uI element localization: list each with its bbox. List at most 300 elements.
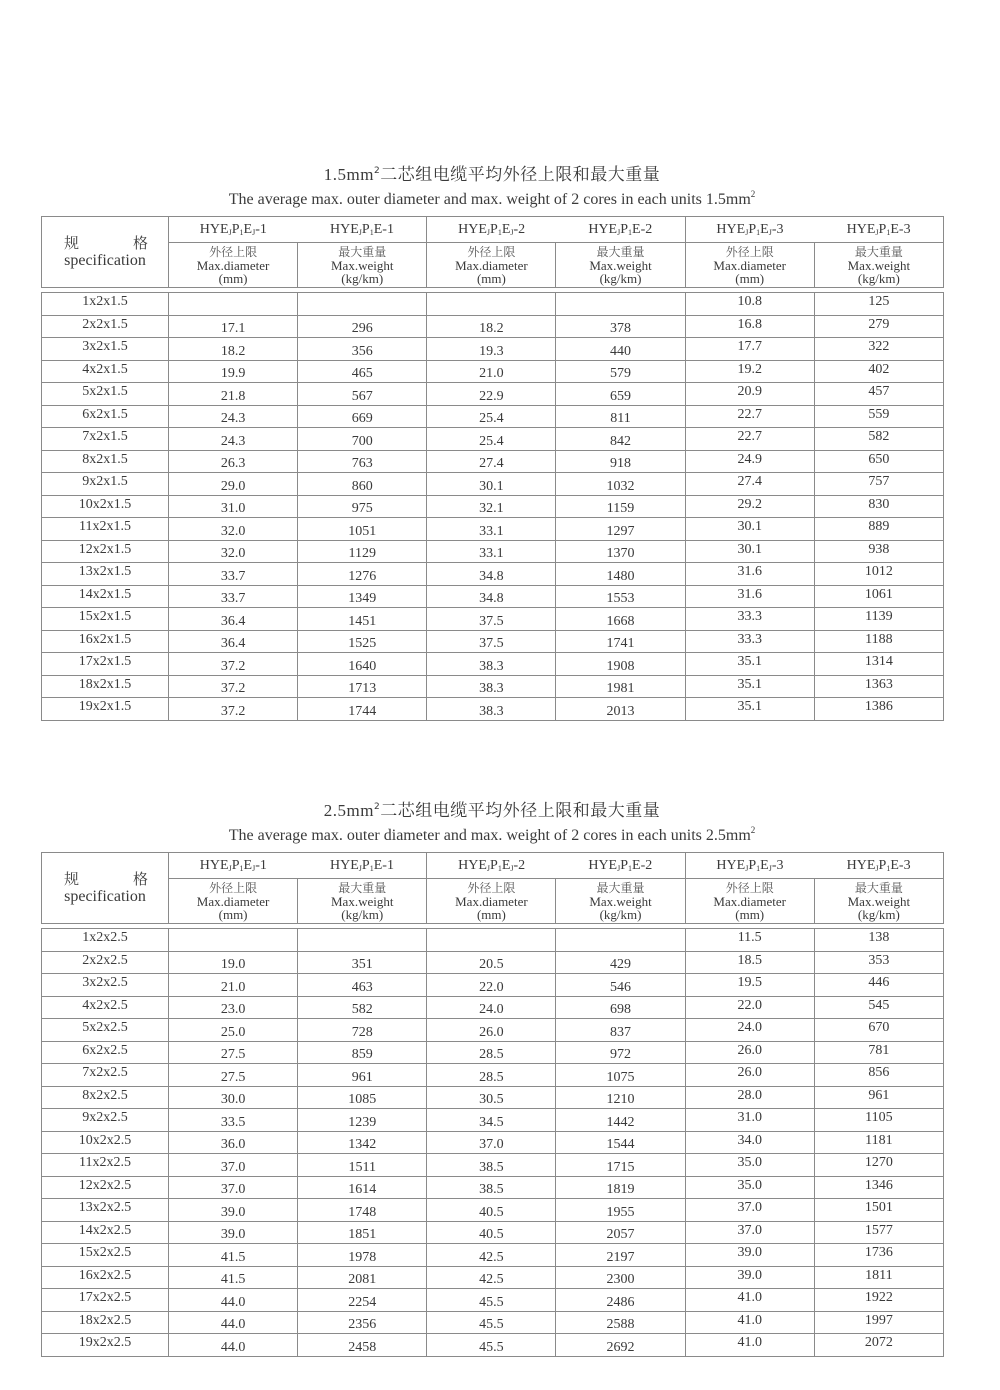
diameter-cell: 36.4 [169,608,298,631]
diameter-cell: 38.3 [427,675,556,698]
spec-cell: 11x2x2.5 [42,1154,169,1177]
diameter-cell: 37.5 [427,630,556,653]
weight-cell: 2197 [556,1244,685,1267]
model-suffix: -2 [513,221,526,237]
weight-cell: 1075 [556,1064,685,1087]
weight-cell: 889 [814,518,943,541]
weight-cell: 2458 [298,1334,427,1357]
table-body [41,292,944,721]
model-suffix: -3 [898,857,911,873]
model-sub: J [252,863,256,873]
spec-cell: 1x2x2.5 [42,929,169,952]
diameter-label-cn: 外径上限 [467,881,516,895]
diameter-label-en: Max.diameter [713,258,786,273]
table-row [42,405,944,428]
model-sub: 1 [497,227,502,237]
diameter-cell: 35.1 [685,653,814,676]
model-sub: 1 [239,227,244,237]
model-part: P [878,857,887,873]
diameter-column-header [685,879,814,924]
weight-cell: 1741 [556,630,685,653]
model-sub: J [745,227,749,237]
weight-cell: 582 [814,428,943,451]
diameter-cell: 44.0 [169,1311,298,1334]
weight-cell: 1451 [298,608,427,631]
title-superscript: 2 [750,189,756,199]
spec-cell: 16x2x1.5 [42,630,169,653]
table-row [42,473,944,496]
weight-unit: (kg/km) [341,271,384,286]
diameter-cell: 24.9 [685,450,814,473]
diameter-cell: 34.5 [427,1109,556,1132]
weight-cell: 1480 [556,563,685,586]
diameter-cell: 29.2 [685,495,814,518]
model-sub: 1 [886,863,891,873]
weight-cell: 125 [814,293,943,316]
weight-unit: (kg/km) [857,907,900,922]
diameter-cell: 21.0 [169,974,298,997]
diameter-cell: 10.8 [685,293,814,316]
weight-cell: 650 [814,450,943,473]
table-row [42,1041,944,1064]
diameter-cell: 11.5 [685,929,814,952]
model-part: P [748,857,757,873]
weight-cell: 1501 [814,1199,943,1222]
model-suffix: -1 [382,221,394,237]
diameter-cell: 42.5 [427,1266,556,1289]
diameter-unit: (mm) [218,907,248,922]
diameter-cell: 34.8 [427,563,556,586]
model-sub: J [228,863,232,873]
diameter-cell: 42.5 [427,1244,556,1267]
model-sub: J [228,227,232,237]
model-part: E [243,221,253,237]
model-part: E [760,857,769,873]
diameter-cell: 33.3 [685,630,814,653]
diameter-cell: 38.5 [427,1154,556,1177]
table-section-1-5mm [41,164,943,721]
title-superscript: 2 [373,802,381,812]
weight-cell: 1239 [298,1109,427,1132]
table-row [42,518,944,541]
model-base: HYE [716,221,746,237]
model-sub: J [768,227,772,237]
weight-cell: 1748 [298,1199,427,1222]
specification-header [42,853,169,924]
weight-cell: 1012 [814,563,943,586]
diameter-cell: 22.0 [685,996,814,1019]
diameter-cell: 37.2 [169,698,298,721]
model-part: E [632,221,641,237]
diameter-label-en: Max.diameter [455,894,528,909]
diameter-cell: 37.0 [169,1154,298,1177]
weight-cell: 811 [556,405,685,428]
weight-cell: 1139 [814,608,943,631]
diameter-cell: 37.5 [427,608,556,631]
weight-cell: 1922 [814,1289,943,1312]
diameter-cell: 37.2 [169,675,298,698]
diameter-cell: 33.1 [427,518,556,541]
diameter-cell: 38.3 [427,653,556,676]
table-row [42,315,944,338]
weight-cell: 1713 [298,675,427,698]
diameter-cell [427,929,556,952]
weight-cell: 567 [298,383,427,406]
table-row [42,1244,944,1267]
table-row [42,1334,944,1357]
diameter-cell: 31.6 [685,563,814,586]
weight-label-cn: 最大重量 [596,881,645,895]
weight-label-en: Max.weight [847,258,911,273]
diameter-cell: 31.0 [685,1109,814,1132]
spec-cell: 17x2x1.5 [42,653,169,676]
weight-cell: 1668 [556,608,685,631]
weight-cell: 446 [814,974,943,997]
model-base: HYE [330,221,359,237]
table-row [42,653,944,676]
diameter-cell: 45.5 [427,1311,556,1334]
weight-cell: 1955 [556,1199,685,1222]
weight-column-header [298,879,427,924]
diameter-cell: 19.9 [169,360,298,383]
diameter-cell: 36.4 [169,630,298,653]
diameter-cell: 27.5 [169,1064,298,1087]
spec-char: 格 [132,234,148,252]
weight-cell: 1981 [556,675,685,698]
diameter-column-header [169,243,298,288]
weight-cell: 1851 [298,1221,427,1244]
model-group-header [169,217,427,243]
spec-cell: 18x2x2.5 [42,1311,169,1334]
diameter-cell: 35.1 [685,675,814,698]
spec-cell: 6x2x1.5 [42,405,169,428]
spec-english: specification [64,888,146,905]
weight-unit: (kg/km) [599,271,642,286]
table-header [41,216,944,288]
model-label [847,858,911,873]
title-superscript: 2 [750,825,756,835]
diameter-unit: (mm) [476,271,506,286]
spec-cell: 1x2x1.5 [42,293,169,316]
title-superscript: 2 [373,166,381,176]
diameter-cell: 35.1 [685,698,814,721]
weight-cell: 546 [556,974,685,997]
diameter-cell: 23.0 [169,996,298,1019]
weight-cell: 2356 [298,1311,427,1334]
model-part: P [361,221,370,237]
table-row [42,1176,944,1199]
diameter-cell: 37.0 [427,1131,556,1154]
model-suffix: -3 [898,221,911,237]
diameter-cell: 39.0 [685,1266,814,1289]
weight-cell: 1276 [298,563,427,586]
weight-label-en: Max.weight [331,258,394,273]
spec-cell: 15x2x1.5 [42,608,169,631]
diameter-column-header [427,879,556,924]
weight-cell: 463 [298,974,427,997]
spec-cell: 5x2x2.5 [42,1019,169,1042]
weight-cell: 1129 [298,540,427,563]
model-sub: J [510,227,514,237]
diameter-cell: 41.0 [685,1311,814,1334]
weight-cell: 440 [556,338,685,361]
spec-cell: 3x2x1.5 [42,338,169,361]
spec-cell: 7x2x1.5 [42,428,169,451]
weight-cell: 757 [814,473,943,496]
weight-column-header [814,243,943,288]
weight-unit: (kg/km) [341,907,384,922]
model-base: HYE [199,857,229,873]
diameter-cell: 18.2 [169,338,298,361]
diameter-cell: 37.2 [169,653,298,676]
weight-cell: 559 [814,405,943,428]
spec-cell: 2x2x2.5 [42,951,169,974]
weight-cell: 429 [556,951,685,974]
diameter-cell: 30.1 [685,540,814,563]
weight-cell: 1363 [814,675,943,698]
title-english [41,190,943,210]
model-base: HYE [330,857,359,873]
diameter-label-en: Max.diameter [196,894,270,909]
diameter-column-header [685,243,814,288]
diameter-cell: 20.5 [427,951,556,974]
model-group-header [169,853,427,879]
model-sub: J [486,227,491,237]
weight-label-en: Max.weight [589,894,652,909]
weight-cell: 1181 [814,1131,943,1154]
diameter-cell: 19.0 [169,951,298,974]
diameter-cell: 27.4 [427,450,556,473]
diameter-cell: 41.5 [169,1266,298,1289]
spec-cell: 9x2x1.5 [42,473,169,496]
diameter-cell: 30.1 [685,518,814,541]
weight-column-header [556,243,685,288]
weight-cell: 1188 [814,630,943,653]
diameter-cell: 25.4 [427,405,556,428]
table-row [42,1199,944,1222]
weight-cell: 351 [298,951,427,974]
weight-cell: 1032 [556,473,685,496]
model-sub: 1 [369,863,374,873]
weight-cell: 918 [556,450,685,473]
model-sub: J [358,863,362,873]
model-base: HYE [588,857,618,873]
diameter-cell: 40.5 [427,1199,556,1222]
model-suffix: -3 [771,221,784,237]
weight-cell: 402 [814,360,943,383]
model-label [330,858,394,873]
table-row [42,495,944,518]
diameter-cell: 40.5 [427,1221,556,1244]
diameter-cell: 22.7 [685,428,814,451]
model-part: E [373,221,383,237]
weight-cell: 781 [814,1041,943,1064]
model-sub: 1 [628,863,633,873]
weight-cell [298,293,427,316]
weight-label-en: Max.weight [589,258,652,273]
spec-english: specification [64,252,146,269]
model-label [588,222,652,237]
model-base: HYE [716,857,746,873]
diameter-cell: 33.3 [685,608,814,631]
title-english-text: The average max. outer diameter and max. weight of 2 cores in each units 2.5mm [228,827,751,844]
diameter-unit: (mm) [476,907,506,922]
weight-cell: 938 [814,540,943,563]
diameter-cell: 37.0 [169,1176,298,1199]
weight-label-cn: 最大重量 [854,881,903,895]
weight-cell: 1811 [814,1266,943,1289]
table-row [42,951,944,974]
diameter-cell: 16.8 [685,315,814,338]
weight-cell: 1553 [556,585,685,608]
table-row [42,974,944,997]
diameter-cell: 33.7 [169,585,298,608]
model-sub: 1 [239,863,244,873]
diameter-cell: 21.8 [169,383,298,406]
model-part: E [373,857,383,873]
diameter-cell: 30.1 [427,473,556,496]
diameter-cell: 45.5 [427,1289,556,1312]
weight-cell: 279 [814,315,943,338]
model-base: HYE [199,221,229,237]
weight-cell: 1525 [298,630,427,653]
model-base: HYE [458,221,487,237]
weight-cell: 2081 [298,1266,427,1289]
weight-cell: 1210 [556,1086,685,1109]
diameter-cell: 37.0 [685,1221,814,1244]
weight-cell: 2057 [556,1221,685,1244]
diameter-label-en: Max.diameter [196,258,270,273]
model-sub: J [745,863,749,873]
diameter-cell: 26.0 [685,1064,814,1087]
weight-cell: 961 [814,1086,943,1109]
diameter-cell: 41.0 [685,1289,814,1312]
title-english-text: The average max. outer diameter and max. weight of 2 cores in each units 1.5mm [228,191,751,208]
diameter-cell: 33.7 [169,563,298,586]
weight-cell: 1819 [556,1176,685,1199]
model-part: E [243,857,253,873]
spec-cell: 13x2x2.5 [42,1199,169,1222]
model-label [588,858,652,873]
diameter-cell: 22.0 [427,974,556,997]
weight-cell: 1061 [814,585,943,608]
spec-cell: 19x2x2.5 [42,1334,169,1357]
weight-cell: 837 [556,1019,685,1042]
weight-cell: 1715 [556,1154,685,1177]
model-sub: 1 [497,863,502,873]
spec-cell: 7x2x2.5 [42,1064,169,1087]
diameter-cell [169,929,298,952]
spec-cell: 8x2x2.5 [42,1086,169,1109]
header-row-units [42,879,944,924]
table-row [42,585,944,608]
spec-cell: 12x2x1.5 [42,540,169,563]
diameter-unit: (mm) [735,271,765,286]
diameter-cell: 24.3 [169,428,298,451]
diameter-cell: 28.5 [427,1041,556,1064]
spec-cell: 19x2x1.5 [42,698,169,721]
weight-cell: 465 [298,360,427,383]
model-suffix: -2 [640,221,653,237]
weight-column-header [814,879,943,924]
model-sub: J [768,863,772,873]
model-base: HYE [846,857,876,873]
weight-cell: 1386 [814,698,943,721]
diameter-cell: 32.0 [169,518,298,541]
model-group-header [685,217,943,243]
table-row [42,698,944,721]
diameter-cell: 24.3 [169,405,298,428]
table-row [42,608,944,631]
model-sub: 1 [628,227,633,237]
diameter-cell: 35.0 [685,1154,814,1177]
diameter-cell: 45.5 [427,1334,556,1357]
weight-column-header [556,879,685,924]
weight-cell: 859 [298,1041,427,1064]
weight-cell: 322 [814,338,943,361]
table-row [42,360,944,383]
table-row [42,1221,944,1244]
model-part: P [231,857,240,873]
weight-cell: 1349 [298,585,427,608]
model-part: E [760,221,769,237]
weight-cell: 1270 [814,1154,943,1177]
weight-label-cn: 最大重量 [338,245,387,259]
title-text: 二芯组电缆平均外径上限和最大重量 [380,801,661,821]
model-base: HYE [588,221,618,237]
diameter-cell [427,293,556,316]
spec-chinese [42,870,168,888]
diameter-cell: 33.1 [427,540,556,563]
model-part: E [890,221,899,237]
model-base: HYE [458,857,487,873]
weight-cell: 582 [298,996,427,1019]
diameter-label-cn: 外径上限 [725,245,774,259]
model-part: E [890,857,899,873]
spec-cell: 3x2x2.5 [42,974,169,997]
diameter-cell: 26.0 [685,1041,814,1064]
diameter-column-header [427,243,556,288]
diameter-cell: 19.5 [685,974,814,997]
weight-cell: 1085 [298,1086,427,1109]
title-english [41,826,943,846]
weight-column-header [298,243,427,288]
weight-label-en: Max.weight [847,894,911,909]
diameter-cell: 35.0 [685,1176,814,1199]
diameter-cell: 39.0 [169,1221,298,1244]
weight-cell: 1370 [556,540,685,563]
diameter-cell: 25.0 [169,1019,298,1042]
table-row [42,1109,944,1132]
diameter-cell: 44.0 [169,1334,298,1357]
table-row [42,1086,944,1109]
diameter-cell: 38.3 [427,698,556,721]
weight-cell: 1577 [814,1221,943,1244]
diameter-cell: 26.0 [427,1019,556,1042]
diameter-column-header [169,879,298,924]
diameter-cell: 26.3 [169,450,298,473]
weight-cell: 728 [298,1019,427,1042]
diameter-cell: 25.4 [427,428,556,451]
model-part: P [361,857,370,873]
diameter-label-cn: 外径上限 [209,245,258,259]
weight-cell: 1544 [556,1131,685,1154]
weight-unit: (kg/km) [599,907,642,922]
weight-cell: 1614 [298,1176,427,1199]
weight-cell: 138 [814,929,943,952]
diameter-cell: 31.0 [169,495,298,518]
model-group-header [427,853,685,879]
